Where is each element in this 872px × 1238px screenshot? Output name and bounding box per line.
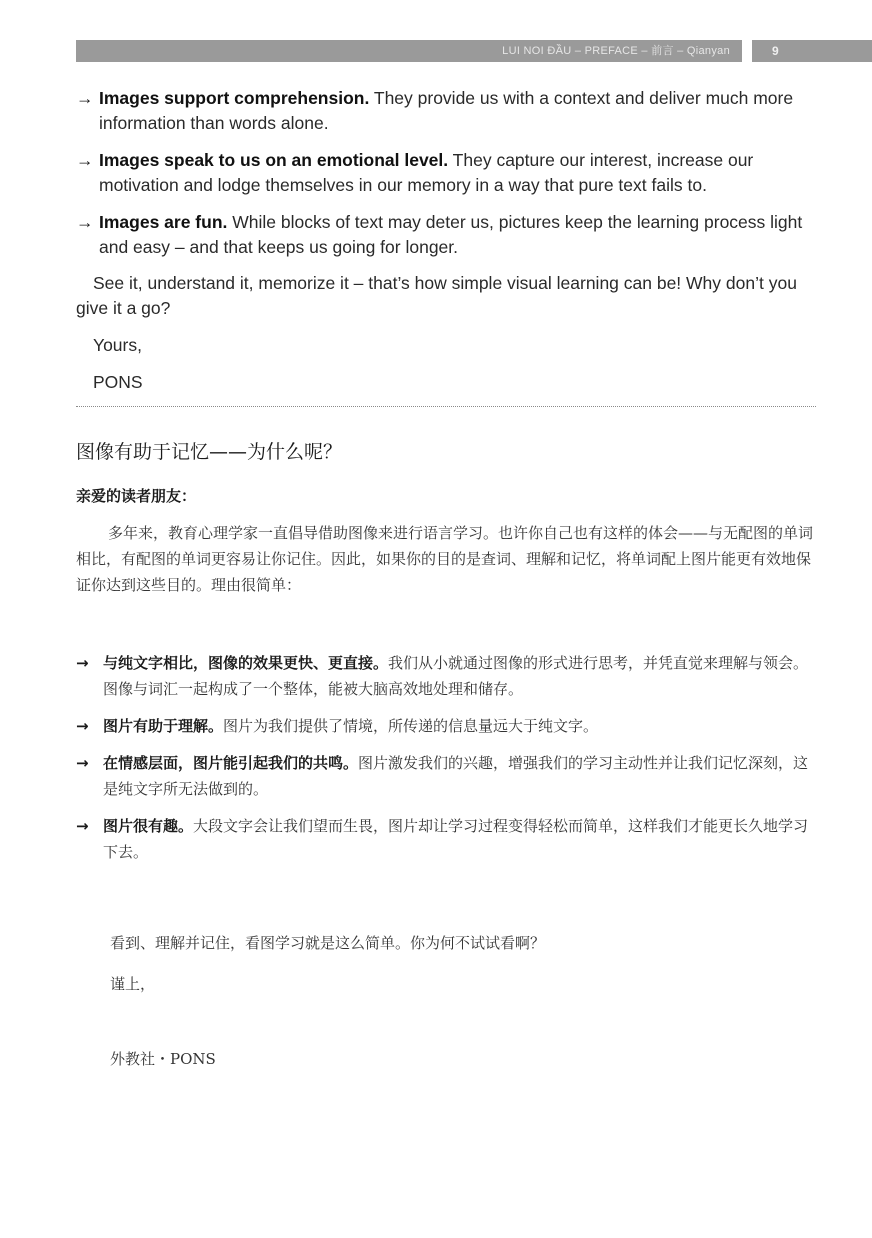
chinese-bullet bbox=[76, 813, 816, 865]
bullet-body: 大段文字会让我们望而生畏，图片却让学习过程变得轻松而简单，这样我们才能更长久地学习下去。 bbox=[103, 817, 809, 861]
page-number: 9 bbox=[752, 40, 872, 62]
arrow-icon: → bbox=[76, 817, 89, 835]
running-header: LUI NOI ĐẦU – PREFACE – 前言 – Qianyan bbox=[76, 40, 742, 62]
english-signoff: Yours, bbox=[93, 335, 142, 355]
chinese-closing: 看到、理解并记住，看图学习就是这么简单。你为何不试试看啊？ bbox=[110, 934, 546, 952]
arrow-icon: → bbox=[76, 717, 89, 735]
english-signature: PONS bbox=[93, 372, 143, 392]
chinese-heading: 图像有助于记忆——为什么呢？ bbox=[76, 441, 343, 463]
english-bullet bbox=[76, 148, 816, 198]
bullet-bold: 与纯文字相比，图像的效果更快、更直接。 bbox=[103, 654, 389, 672]
bullet-bold: 图片有助于理解。 bbox=[103, 717, 224, 735]
bullet-bold: 图片很有趣。 bbox=[103, 817, 194, 835]
bullet-body: 我们从小就通过图像的形式进行思考，并凭直觉来理解与领会。图像与词汇一起构成了一个整体，能被大脑高效地处理和储存。 bbox=[103, 654, 809, 698]
bullet-text bbox=[99, 148, 816, 198]
bullet-body: While blocks of text may deter us, pictures keep the learning process light and easy – and that keeps us going for longer. bbox=[99, 212, 803, 257]
arrow-icon: → bbox=[76, 754, 89, 772]
bullet-bold: Images speak to us on an emotional level. bbox=[99, 150, 449, 170]
bullet-text bbox=[103, 813, 816, 865]
bullet-body: They capture our interest, increase our motivation and lodge themselves in our memory in a way that pure text fails to. bbox=[99, 150, 754, 195]
bullet-bold: 在情感层面，图片能引起我们的共鸣。 bbox=[103, 754, 359, 772]
chinese-intro: 多年来，教育心理学家一直倡导借助图像来进行语言学习。也许你自己也有这样的体会——与无配图的单词相比，有配图的单词更容易让你记住。因此，如果你的目的是查词、理解和记忆，将单词配上图片能更有效地保证你达到这些目的。理由很简单： bbox=[76, 524, 814, 594]
arrow-icon: → bbox=[76, 150, 94, 170]
arrow-icon: → bbox=[76, 212, 94, 232]
chinese-greeting: 亲爱的读者朋友： bbox=[76, 487, 197, 505]
english-closing: See it, understand it, memorize it – that’s how simple visual learning can be! Why don’t you give it a go? bbox=[76, 273, 797, 318]
arrow-icon: → bbox=[76, 654, 89, 672]
english-bullet bbox=[76, 86, 816, 136]
arrow-icon: → bbox=[76, 88, 94, 108]
english-bullet-list bbox=[76, 86, 816, 260]
bullet-body: 图片为我们提供了情境，所传递的信息量远大于纯文字。 bbox=[223, 717, 599, 735]
bullet-bold: Images support comprehension. bbox=[99, 88, 370, 108]
chinese-bullet bbox=[76, 750, 816, 802]
chinese-bullet bbox=[76, 650, 816, 702]
bullet-body: They provide us with a context and deliver much more information than words alone. bbox=[99, 88, 794, 133]
bullet-bold: Images are fun. bbox=[99, 212, 228, 232]
bullet-text bbox=[103, 750, 816, 802]
chinese-signoff: 谨上， bbox=[110, 975, 156, 993]
bullet-text bbox=[103, 713, 816, 739]
section-divider bbox=[76, 406, 816, 407]
chinese-bullet-list bbox=[76, 650, 816, 876]
chinese-signature: 外教社・PONS bbox=[110, 1050, 216, 1068]
chinese-bullet bbox=[76, 713, 816, 739]
bullet-text bbox=[103, 650, 816, 702]
bullet-body: 图片激发我们的兴趣，增强我们的学习主动性并让我们记忆深刻，这是纯文字所无法做到的。 bbox=[103, 754, 809, 798]
bullet-text bbox=[99, 210, 816, 260]
english-bullet bbox=[76, 210, 816, 260]
bullet-text bbox=[99, 86, 816, 136]
